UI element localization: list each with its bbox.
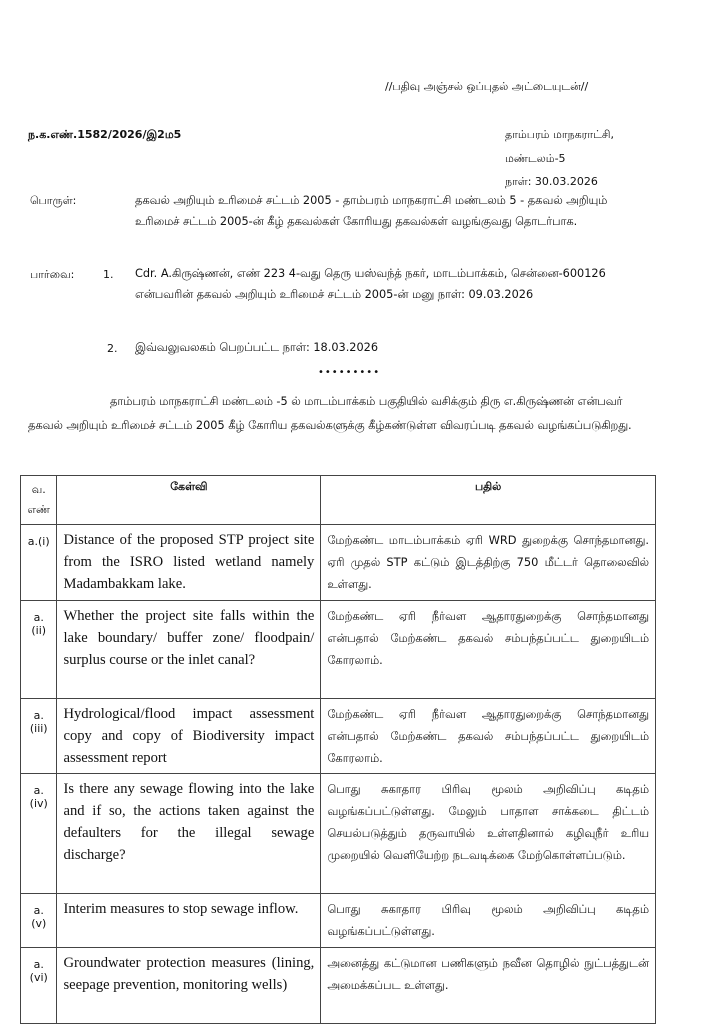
header-serial-line1: வ.	[31, 483, 46, 496]
row-answer: மேற்கண்ட ஏரி நீர்வள ஆதாரதுறைக்கு சொந்தமானது என்பதால் மேற்கண்ட தகவல் சம்பந்தப்பட்ட துறையிடம் கோரலாம்.	[321, 699, 656, 774]
zone-name: மண்டலம்-5	[505, 152, 566, 165]
reference-number-1: 1.	[103, 268, 114, 281]
rti-response-table	[20, 475, 656, 1024]
table-row	[21, 699, 656, 774]
reference-number: ந.க.எண்.1582/2026/இ2ம5	[28, 128, 182, 141]
row-serial: a.(v)	[21, 894, 57, 948]
reference-number-2: 2.	[107, 342, 118, 355]
table-row	[21, 948, 656, 1024]
separator: •••••••••	[318, 367, 381, 378]
row-question: Distance of the proposed STP project site from the ISRO listed wetland namely Madambakkam lake.	[57, 525, 321, 601]
row-answer: மேற்கண்ட ஏரி நீர்வள ஆதாரதுறைக்கு சொந்தமானது என்பதால் மேற்கண்ட தகவல் சம்பந்தப்பட்ட துறையிடம் கோரலாம்.	[321, 601, 656, 699]
table-row	[21, 894, 656, 948]
table-row	[21, 525, 656, 601]
row-question: Groundwater protection measures (lining, seepage prevention, monitoring wells)	[57, 948, 321, 1024]
row-answer: பொது சுகாதார பிரிவு மூலம் அறிவிப்பு கடிதம் வழங்கப்பட்டுள்ளது. மேலும் பாதாள சாக்கடை திட்டம் செயல்படுத்தும் தருவாயில் உள்ளதினால் கழிவுநீர் உரிய முறையில் வெளியேற்ற நடவடிக்கை மேற்கொள்ளப்படும்.	[321, 774, 656, 894]
reference-text-2: இவ்வலுவலகம் பெறப்பட்ட நாள்: 18.03.2026	[135, 341, 379, 354]
subject-label: பொருள்:	[30, 194, 77, 207]
body-paragraph: தாம்பரம் மாநகராட்சி மண்டலம் -5 ல் மாடம்பாக்கம் பகுதியில் வசிக்கும் திரு எ.கிருஷ்ணன் என்பவர் தகவல் அறியும் உரிமைச் சட்டம் 2005 கீழ் கோரிய தகவல்களுக்கு கீழ்கண்டுள்ள விவரப்படி தகவல் வழங்கப்படுகிறது.	[28, 395, 632, 432]
reference-label: பார்வை:	[30, 268, 75, 281]
row-serial: a.(ii)	[21, 601, 57, 699]
row-question: Is there any sewage flowing into the lake and if so, the actions taken against the defaulters for the illegal sewage discharge?	[57, 774, 321, 894]
row-serial: a.(vi)	[21, 948, 57, 1024]
header-serial-no	[21, 476, 57, 525]
row-question: Whether the project site falls within the lake boundary/ buffer zone/ floodpain/ surplus course or the inlet canal?	[57, 601, 321, 699]
letter-date: நாள்: 30.03.2026	[505, 175, 598, 188]
row-answer: பொது சுகாதார பிரிவு மூலம் அறிவிப்பு கடிதம் வழங்கப்பட்டுள்ளது.	[321, 894, 656, 948]
table-row	[21, 774, 656, 894]
row-answer: மேற்கண்ட மாடம்பாக்கம் ஏரி WRD துறைக்கு சொந்தமானது. ஏரி முதல் STP கட்டும் இடத்திற்கு 750 மீட்டர் தொலைவில் உள்ளது.	[321, 525, 656, 601]
row-serial: a.(iv)	[21, 774, 57, 894]
row-question: Hydrological/flood impact assessment copy and copy of Biodiversity impact assessment report	[57, 699, 321, 774]
row-serial: a.(i)	[21, 525, 57, 601]
header-answer: பதில்	[321, 476, 656, 525]
subject-text: தகவல் அறியும் உரிமைச் சட்டம் 2005 - தாம்பரம் மாநகராட்சி மண்டலம் 5 - தகவல் அறியும் உரிமைச் சட்டம் 2005-ன் கீழ் தகவல்கள் கோரியது தகவல்கள் வழங்குவது தொடர்பாக.	[135, 194, 608, 229]
table-row	[21, 601, 656, 699]
header-serial-line2: எண்	[27, 503, 51, 516]
reference-text-1: Cdr. A.கிருஷ்ணன், எண் 223 4-வது தெரு யஸ்வந்த் நகர், மாடம்பாக்கம், சென்னை-600126 என்பவரின் தகவல் அறியும் உரிமைச் சட்டம் 2005-ன் மனு நாள்: 09.03.2026	[135, 267, 606, 302]
office-name: தாம்பரம் மாநகராட்சி,	[505, 128, 614, 141]
table-header-row	[21, 476, 656, 525]
row-serial: a.(iii)	[21, 699, 57, 774]
row-question: Interim measures to stop sewage inflow.	[57, 894, 321, 948]
registered-post-note: //பதிவு அஞ்சல் ஒப்புதல் அட்டையுடன்//	[385, 80, 589, 93]
row-answer: அனைத்து கட்டுமான பணிகளும் நவீன தொழில் நுட்பத்துடன் அமைக்கப்பட உள்ளது.	[321, 948, 656, 1024]
header-question: கேள்வி	[57, 476, 321, 525]
